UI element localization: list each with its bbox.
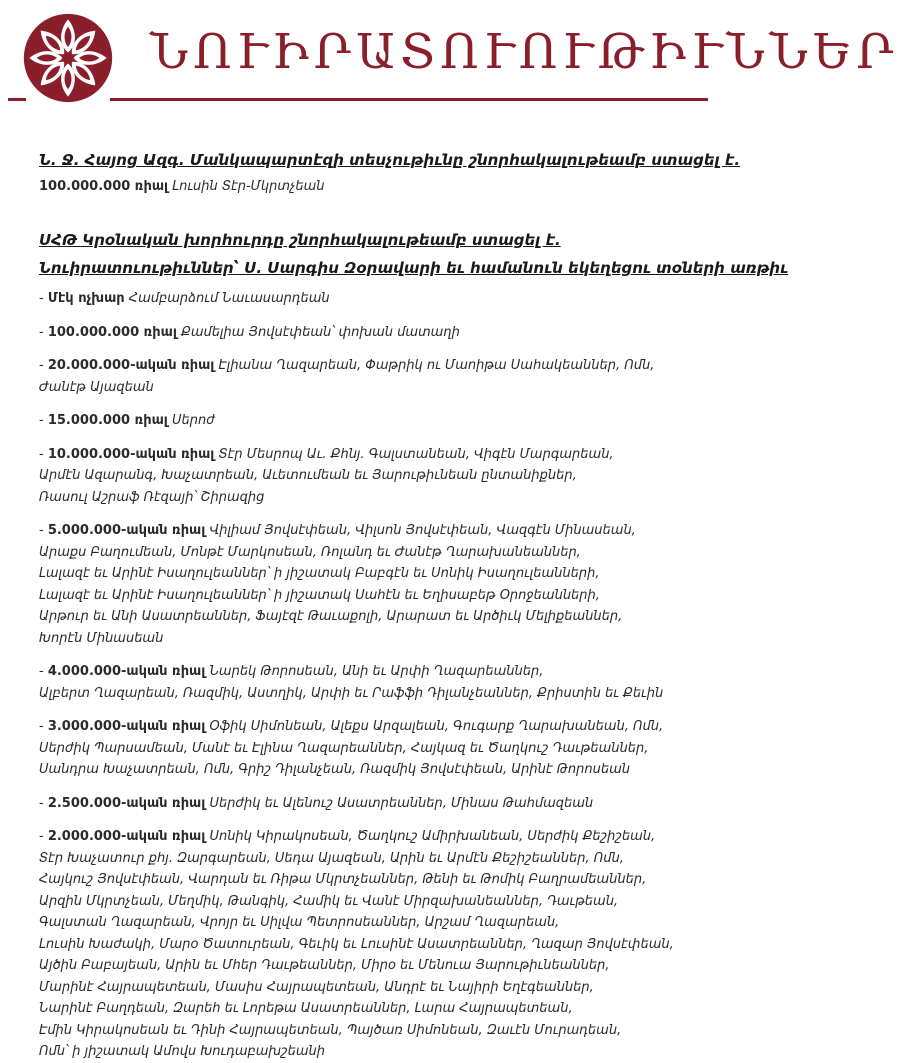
entry-dash: -: [39, 358, 48, 373]
entry-names: Օֆիկ Սիմոնեան, Ալեքս Արզալեան, Գուգարք Ղարախանեան, Ոմն,: [209, 719, 664, 734]
entry-names: Ոմն՝ ի յիշատակ Ամովս Խուդաբախշեանի: [39, 1044, 325, 1059]
entry-names: Արթուր եւ Անի Ասատրեաններ, Ֆայէզէ Թաւաքոլի, Արարատ եւ Արծիւկ Մելիքեաններ,: [39, 609, 623, 624]
entry-amount: 15.000.000 ռիալ: [47, 413, 168, 428]
donation-entry: [39, 355, 711, 398]
entry-names: Սերժիկ Պարսամեան, Մանէ եւ Էլինա Ղազարեաններ, Հայկազ եւ Ծաղկուշ Դաւթեաններ,: [39, 740, 649, 756]
entry-names: Ժանէթ Այազեան: [39, 379, 154, 395]
donation-entry: [39, 716, 711, 781]
page-header: [0, 0, 899, 110]
entry-names: Արմէն Ազարանգ, Խաչատրեան, Աւետումեան եւ Յարութիւնեան ընտանիքներ,: [39, 468, 577, 483]
entry-amount: 5.000.000-ական ռիալ: [47, 523, 206, 538]
entry-dash: -: [39, 446, 48, 462]
entry-names: Հայկուշ Յովսէփեան, Վարդան եւ Ռիթա Մկրտչեաններ, Թենի եւ Թոմիկ Բաղրամեաններ,: [39, 872, 647, 887]
section2-title: ՍՀԹ Կրօնական խորհուրդը շնորհակալութեամբ ստացել է.: [39, 231, 561, 249]
entry-names: Սերոժ: [171, 413, 215, 428]
entry-amount: 10.000.000-ական ռիալ: [47, 446, 215, 462]
entry-names: Էմին Կիրակոսեան եւ Դինի Հայրապետեան, Պայծառ Սիմոնեան, Զաւէն Մուրադեան,: [39, 1022, 622, 1038]
entry-names: Վիլիամ Յովսէփեան, Վիլսոն Յովսէփեան, Վազգէն Մինասեան,: [209, 523, 636, 538]
entry-names: Սերժիկ եւ Ալենուշ Ասատրեաններ, Մինաս Թահմազեան: [209, 795, 594, 811]
entry-dash: -: [39, 324, 48, 340]
entry-names: Քամելիա Յովսէփեան՝ փոխան մատաղի: [181, 324, 460, 340]
section1-entry: [39, 176, 711, 198]
entry-names: Նարինէ Բաղդեան, Զարեհ եւ Լորեթա Ասատրեաններ, Լարա Հայրապետեան,: [39, 1001, 573, 1016]
donation-entry: [39, 444, 711, 509]
entry-names: Տէր Մեսրոպ Աւ. Քհնյ. Գալստանեան, Վիգէն Մարգարեան,: [218, 446, 614, 462]
page-title: ՆՈՒԻՐԱՏՈՒՈՒԹԻՒՆՆԵՐ: [150, 24, 899, 80]
entry-dash: -: [39, 664, 48, 679]
entry-names: Մարինէ Հայրապետեան, Մասիս Հայրապետեան, Անդրէ եւ Նայիրի Եղէգեաններ,: [39, 979, 594, 995]
donation-entry: [39, 410, 711, 432]
entry-amount: 20.000.000-ական ռիալ: [47, 358, 215, 373]
entry-names: Արզին Մկրտչեան, Մեղմիկ, Թանգիկ, Համիկ եւ Վանէ Միրզախանեաններ, Դաւթեան,: [39, 893, 619, 909]
entry-names: Խորէն Մինասեան: [39, 630, 164, 646]
entry-amount: 3.000.000-ական ռիալ: [47, 719, 206, 734]
entry-amount: 2.500.000-ական ռիալ: [47, 795, 206, 811]
donation-entry: [39, 793, 711, 815]
entry-dash: -: [39, 523, 48, 538]
entry-dash: -: [39, 829, 48, 844]
donation-entry: [39, 520, 711, 649]
entry-names: Սանդրա Խաչատրեան, Ոմն, Գրիշ Դիլանչեան, Ռազմիկ Յովսէփեան, Արինէ Թորոսեան: [39, 762, 630, 777]
donation-entry: [39, 322, 711, 344]
header-rule-left: [8, 98, 26, 101]
donation-entry: [39, 661, 711, 704]
donation-entry: [39, 288, 711, 310]
entry-amount: 2.000.000-ական ռիալ: [47, 829, 206, 844]
entry-names: Գալստան Ղազարեան, Վրոյր եւ Սիլվա Պետրոսեաններ, Արշամ Ղազարեան,: [39, 915, 560, 930]
entry-amount: 4.000.000-ական ռիալ: [47, 664, 206, 679]
entry-names: Արաքս Բաղումեան, Մոնթէ Մարկոսեան, Ռոլանդ եւ Ժանէթ Ղարախանեաններ,: [39, 544, 581, 560]
entry-amount: 100.000.000 ռիալ: [47, 324, 177, 340]
entry-dash: -: [39, 795, 48, 811]
section2-subtitle: Նուիրատուութիւններ՝ Ս. Սարգիս Զօրավարի եւ համանուն եկեղեցու տօների առթիւ: [39, 259, 789, 277]
donation-entry: [39, 826, 711, 1063]
entry-names: Լուսին Տէր-Մկրտչեան: [172, 179, 325, 194]
entry-amount: 100.000.000 ռիալ: [39, 179, 169, 194]
entry-names: Լուսին Խաժակի, Մարօ Ծատուրեան, Գեւիկ եւ Լուսինէ Ասատրեաններ, Ղազար Յովսէփեան,: [39, 936, 674, 952]
entry-dash: -: [39, 413, 48, 428]
entry-names: Սոնիկ Կիրակոսեան, Ծաղկուշ Ամիրխանեան, Սերժիկ Քեշիշեան,: [209, 829, 656, 844]
entry-dash: -: [39, 719, 48, 734]
donation-list: [39, 288, 711, 1063]
section1-title: Ն. Ջ. Հայոց Ազգ. Մանկապարտէզի տեսչութիւնը շնորհակալութեամբ ստացել է.: [39, 151, 741, 169]
entry-names: Համբարձում Նաւասարդեան: [128, 291, 330, 306]
entry-dash: -: [39, 291, 48, 306]
entry-names: Ռասուլ Աշրաֆ Ռէզայի՝ Շիրազից: [39, 489, 265, 505]
entry-names: Ալբերտ Ղազարեան, Ռազմիկ, Աստղիկ, Արփի եւ Րաֆֆի Դիլանչեաններ, Քրիստին եւ Քեւին: [39, 685, 664, 701]
entry-names: Լալազէ եւ Արինէ Իսաղուլեաններ՝ ի յիշատակ Բաբգէն եւ Սոնիկ Իսաղուլեանների,: [39, 566, 600, 581]
header-rule-right: [110, 98, 708, 101]
entry-names: Էլիանա Ղազարեան, Փաթրիկ ու Մաոիթա Սահակեաններ, Ոմն,: [218, 358, 655, 373]
content: [39, 150, 789, 1063]
entry-amount: Մէկ ոչխար: [47, 291, 125, 306]
ornament-logo-icon: [22, 12, 114, 104]
entry-names: Այծին Բաբայեան, Արին եւ Մհեր Դաւթեաններ, Միրօ եւ Մենուա Յարութիւնեաններ,: [39, 958, 610, 973]
entry-names: Նարեկ Թորոսեան, Անի եւ Արփի Ղազարեաններ,: [209, 664, 544, 679]
entry-names: Լալազէ եւ Արինէ Իսաղուլեաններ՝ ի յիշատակ Սահէն եւ Եղիսաբեթ Օրոջեանների,: [39, 587, 600, 603]
entry-names: Տէր Խաչատուր քհյ. Զարգարեան, Սեդա Այազեան, Արին եւ Արմէն Քեշիշեաններ, Ոմն,: [39, 850, 624, 866]
